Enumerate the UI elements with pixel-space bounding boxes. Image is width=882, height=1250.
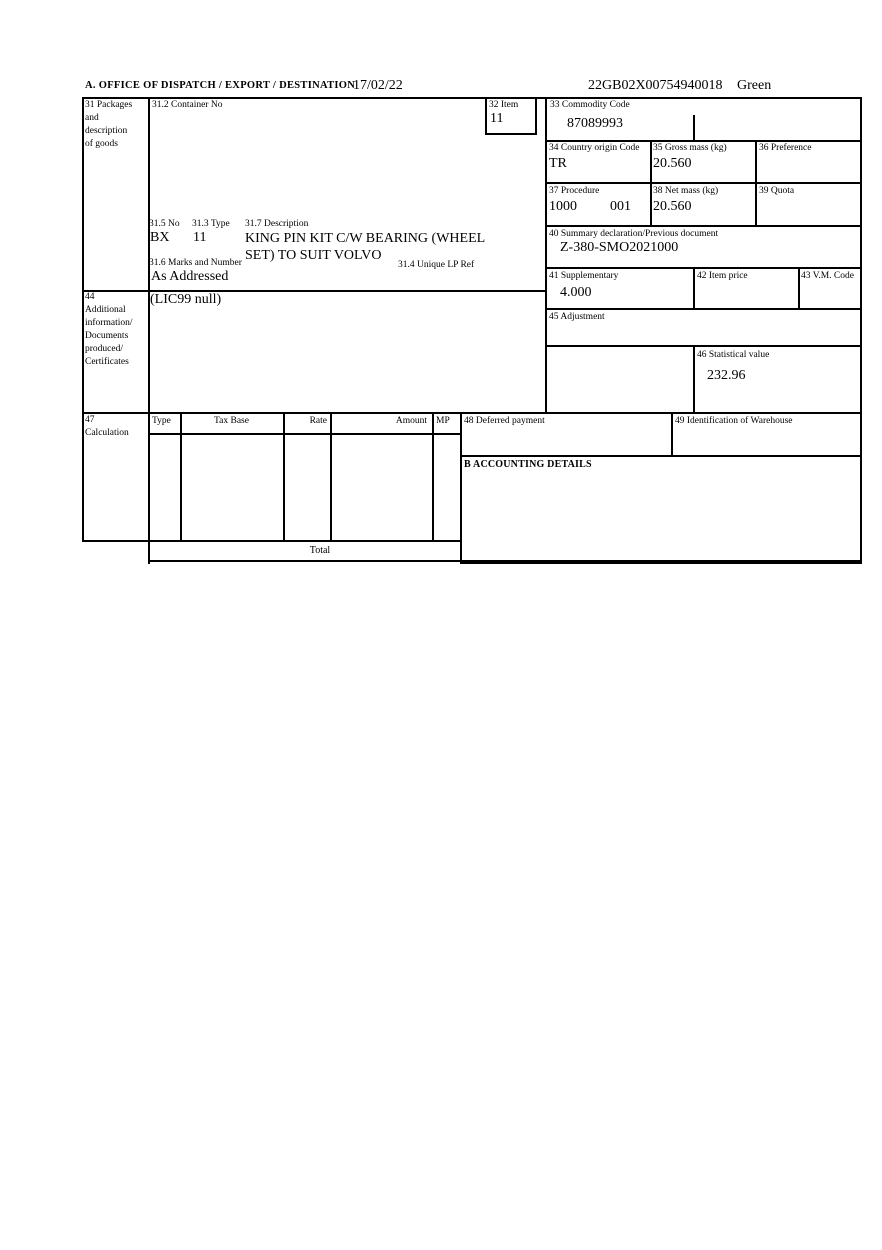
total-label: Total (309, 545, 331, 556)
box-44-label-line: information/ (85, 318, 133, 328)
box-31-label-line: of goods (85, 139, 118, 149)
calc-col-amount (330, 412, 434, 542)
preference-label: 36 Preference (759, 143, 812, 153)
box-44-content-cell (148, 290, 547, 414)
commodity-code-label: 33 Commodity Code (550, 100, 630, 110)
supplementary-label: 41 Supplementary (549, 271, 619, 281)
box-47-label-line: 47 (85, 415, 95, 425)
adjustment-label: 45 Adjustment (549, 312, 605, 322)
box-31-label-line: 31 Packages (85, 100, 133, 110)
office-of-dispatch-label: A. OFFICE OF DISPATCH / EXPORT / DESTINATION (85, 80, 356, 91)
supplementary-value: 4.000 (560, 285, 592, 300)
marks-and-number-label: 31.6 Marks and Number (149, 258, 242, 268)
box-44-label-line: 44 (85, 292, 95, 302)
marks-and-number-value: As Addressed (151, 269, 229, 284)
statistical-value-label: 46 Statistical value (697, 350, 770, 360)
calc-header-rate: Rate (309, 416, 327, 426)
commodity-code-divider (693, 115, 695, 142)
box-44-label-line: Additional (85, 305, 126, 315)
routing-status: Green (737, 78, 772, 93)
country-origin-label: 34 Country origin Code (549, 143, 640, 153)
summary-declaration-value: Z-380-SMO2021000 (560, 240, 679, 255)
declaration-reference: 22GB02X00754940018 (588, 78, 723, 93)
calc-header-separator (148, 433, 462, 435)
calc-col-tax-base (180, 412, 285, 542)
statistical-value: 232.96 (707, 368, 746, 383)
box-31-label-line: description (85, 126, 128, 136)
gross-mass-label: 35 Gross mass (kg) (653, 143, 727, 153)
packages-no-label: 31.5 No (149, 219, 180, 229)
packages-type-label: 31.3 Type (192, 219, 230, 229)
warehouse-label: 49 Identification of Warehouse (675, 416, 793, 426)
item-price-label: 42 Item price (697, 271, 748, 281)
calc-header-type: Type (152, 416, 171, 426)
item-label: 32 Item (489, 100, 519, 110)
box-31-label-line: and (85, 113, 99, 123)
summary-declaration-label: 40 Summary declaration/Previous document (549, 229, 719, 239)
box-44-label-line: produced/ (85, 344, 123, 354)
procedure-value-2: 001 (610, 199, 631, 214)
gross-mass-value: 20.560 (653, 156, 692, 171)
box-b-accounting-cell (460, 455, 862, 564)
vm-code-label: 43 V.M. Code (801, 271, 854, 281)
country-origin-value: TR (549, 156, 567, 171)
box-47-label-line: Calculation (85, 428, 129, 438)
container-no-label: 31.2 Container No (152, 100, 223, 110)
calc-col-mp (432, 412, 462, 542)
box-44-label-line: Documents (85, 331, 129, 341)
item-number-value: 11 (490, 111, 504, 126)
calc-col-type (148, 412, 182, 542)
procedure-value-1: 1000 (549, 199, 577, 214)
form-bottom-border (148, 560, 862, 562)
deferred-payment-label: 48 Deferred payment (464, 416, 545, 426)
net-mass-label: 38 Net mass (kg) (653, 186, 719, 196)
calc-col-rate (283, 412, 332, 542)
description-label: 31.7 Description (245, 219, 309, 229)
packages-no-value: BX (150, 230, 170, 245)
accounting-details-label: B ACCOUNTING DETAILS (464, 459, 592, 470)
calc-header-amount: Amount (395, 416, 427, 426)
unique-lp-ref-label: 31.4 Unique LP Ref (398, 260, 475, 270)
additional-information-value: (LIC99 null) (150, 292, 222, 307)
commodity-code-value: 87089993 (567, 116, 623, 131)
procedure-label: 37 Procedure (549, 186, 600, 196)
box-44-label-line: Certificates (85, 357, 129, 367)
goods-description-value: KING PIN KIT C/W BEARING (WHEEL SET) TO SUIT VOLVO (245, 231, 485, 263)
declaration-date: 17/02/22 (353, 78, 403, 93)
quota-label: 39 Quota (759, 186, 795, 196)
calc-header-mp: MP (436, 416, 450, 426)
calc-header-tax-base: Tax Base (214, 416, 249, 426)
packages-type-value: 11 (193, 230, 207, 245)
dotted-value-region (545, 345, 695, 412)
net-mass-value: 20.560 (653, 199, 692, 214)
